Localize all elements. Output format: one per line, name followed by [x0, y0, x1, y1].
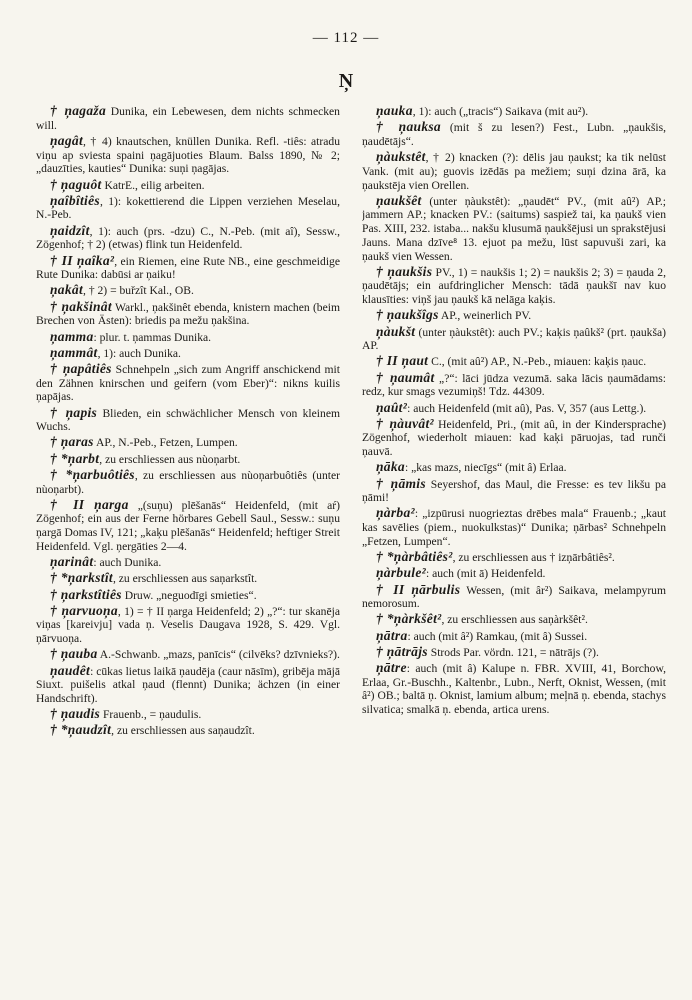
- headword: † ņapâtiês: [50, 360, 112, 376]
- dictionary-entry: ņàukšt (unter ņàukstêt): auch PV.; kaķis ņaûkš² (prt. ņaukša) AP.: [362, 323, 666, 353]
- dictionary-entry: † ņāmis Seyershof, das Maul, die Fresse: es tev likšu pa ņāmi!: [362, 475, 666, 505]
- headword: † ņauba: [50, 646, 98, 662]
- dictionary-entry: † ņarvuoņa, 1) = † II ņarga Heidenfeld; 2) „?“: tur skanēja viņas [kareivju] vada ņ. Veselis Daugava 1928, S. 429. Vgl. ņārvuoņa.: [36, 602, 340, 646]
- headword: ņammât: [50, 344, 98, 360]
- headword: † ņarvuoņa: [50, 602, 118, 618]
- dictionary-entry: † ņapis Blieden, ein schwächlicher Mensch von kleinem Wuchs.: [36, 404, 340, 434]
- headword: ņarinât: [50, 554, 94, 570]
- dictionary-entry: † ņaguôt KatrE., eilig arbeiten.: [50, 176, 205, 192]
- dictionary-entry: † II ņarga „(suņu) plēšanās“ Heidenfeld, (mit aŕ) Zögenhof; ein aus der Ferne hörbares Gebell Saul., Sessw.: suņu ņargā Domas IV, 121; „kaķu plēšanās“ Heidenfeld; heftiger Streit Heidenfeld. Vgl. ņergāties 2—4.: [36, 496, 340, 553]
- headword: † ņaguôt: [50, 176, 102, 192]
- headword: † ņaukšîgs: [376, 307, 439, 323]
- dictionary-entry: † ņagaža Dunika, ein Lebewesen, dem nichts schmecken will.: [36, 104, 340, 132]
- dictionary-entry: † II ņārbulis Wessen, (mit âr²) Saikava, melampyrum nemorosum.: [362, 581, 666, 611]
- headword: † *ņaudzît: [50, 722, 112, 738]
- headword: ņàrba²: [376, 505, 415, 521]
- headword: ņaukšêt: [376, 192, 422, 208]
- dictionary-entry: † *ņarkstît, zu erschliessen aus saņarkstît.: [50, 570, 258, 586]
- headword: † ņagaža: [50, 104, 107, 118]
- dictionary-entry: † ņaras AP., N.-Peb., Fetzen, Lumpen.: [50, 434, 238, 450]
- dictionary-entry: † ņarkstîtiês Druw. „neguodīgi smieties“.: [50, 586, 257, 602]
- headword: ņàukstêt: [376, 149, 426, 165]
- headword: ņamma: [50, 328, 94, 344]
- headword: † *ņàrkšêt²: [376, 611, 442, 627]
- right-column: [362, 104, 666, 984]
- dictionary-entry: † *ņàrbâtiês², zu erschliessen aus † izņārbâtiês².: [376, 549, 615, 565]
- headword: ņāka: [376, 459, 405, 475]
- headword: † II ņārbulis: [376, 581, 461, 597]
- headword: † ņaukšis: [376, 263, 433, 279]
- headword: † ņaumât: [376, 369, 435, 385]
- dictionary-entry: † *ņarbuôtiês, zu erschliessen aus nùoņarbuôtiês (unter nùoņarbt).: [36, 466, 340, 496]
- dictionary-entry: † ņaudis Frauenb., = ņaudulis.: [50, 706, 202, 722]
- dictionary-entry: † *ņarbt, zu erschliessen aus nùoņarbt.: [50, 450, 241, 466]
- dictionary-entry: † *ņaudzît, zu erschliessen aus saņaudzît.: [50, 722, 255, 738]
- headword: † *ņarbt: [50, 450, 100, 466]
- dictionary-entry: † II ņaut C., (mit aû²) AP., N.-Peb., miauen: kaķis ņauc.: [376, 353, 647, 369]
- headword: † ņaudis: [50, 706, 101, 722]
- dictionary-entry: † ņaumât „?“: lāci jūdza vezumā. saka lācis ņaumādams: redz, kur smags vezumiņš! Tdz. 44309.: [362, 369, 666, 399]
- headword: † ņakšinât: [50, 298, 112, 314]
- headword: ņaudêt: [50, 662, 91, 678]
- headword: † ņāmis: [376, 475, 426, 491]
- dictionary-entry: ņarinât: auch Dunika.: [50, 554, 162, 570]
- headword: ņakât: [50, 282, 84, 298]
- headword: † ņātrājs: [376, 643, 428, 659]
- headword: ņātre: [376, 660, 407, 676]
- dictionary-entry: ņàrbule²: auch (mit ā) Heidenfeld.: [376, 565, 546, 581]
- dictionary-entry: † ņauksa (mit š zu lesen?) Fest., Lubn. „ņaukšis, ņaudētājs“.: [362, 119, 666, 148]
- dictionary-entry: ņauka, 1): auch („tracis“) Saikava (mit au²).: [376, 104, 589, 118]
- headword: ņātra: [376, 627, 408, 643]
- dictionary-entry: † ņapâtiês Schnehpeln „sich zum Angriff anschickend mit den Zähnen knirschen und geifern (vom Eber)“: nikns kuilis ņapājas.: [36, 360, 340, 404]
- headword: ņaidzît: [50, 222, 90, 238]
- headword: ņagât: [50, 132, 84, 148]
- page-number: — 112 —: [312, 30, 380, 46]
- dictionary-entry: ņàrba²: „izpūrusi nuogrieztas drēbes mala“ Frauenb.; „kaut kas savēlies (piem., nuokulkstas)“ Dunika; ņārbas² Schnehpeln „Fetzen, Lumpen“.: [362, 505, 666, 548]
- dictionary-entry: † ņātrājs Strods Par. vördn. 121, = nātrājs (?).: [376, 643, 599, 659]
- dictionary-entry: † *ņàrkšêt², zu erschliessen aus saņàrkšêt².: [376, 611, 588, 627]
- headword: † ņauksa: [376, 119, 441, 135]
- dictionary-entry: ņamma: plur. t. ņammas Dunika.: [50, 328, 212, 344]
- headword: ņaîbîtiês: [50, 192, 100, 208]
- dictionary-entry: ņaidzît, 1): auch (prs. -dzu) C., N.-Peb. (mit aî), Sessw., Zögenhof; † 2) (etwas) flink tun Heidenfeld.: [36, 222, 340, 252]
- dictionary-entry: ņammât, 1): auch Dunika.: [50, 344, 181, 360]
- dictionary-entry: ņaîbîtiês, 1): kokettierend die Lippen verziehen Meselau, N.-Peb.: [36, 192, 340, 222]
- headword: † *ņàrbâtiês²: [376, 549, 453, 565]
- dictionary-entry: ņaudêt: cūkas lietus laikā ņaudēja (caur nāsīm), gribēja mājā Siuxt. puišelis atkal ņaud (flennt) Dunika; ächzen (in einer Handschrift).: [36, 662, 340, 705]
- headword: ņàrbule²: [376, 565, 426, 581]
- headword: † II ņarga: [50, 496, 129, 512]
- dictionary-entry: † II ņaîka², ein Riemen, eine Rute NB., eine geschmeidige Rute Dunika: dabūsi ar ņaiku!: [36, 252, 340, 282]
- dictionary-entry: ņàukstêt, † 2) knacken (?): dēlis jau ņaukst; ka tik nelūst Vank. (mit au); guovis izēdās pa mežiem; suņi dzina ārā, ka ņaukstēja vien Orellen.: [362, 149, 666, 192]
- headword: † ņarkstîtiês: [50, 586, 122, 602]
- dictionary-entry: ņaût²: auch Heidenfeld (mit aû), Pas. V, 357 (aus Lettg.).: [376, 399, 647, 415]
- headword: † II ņaîka²: [50, 252, 115, 268]
- dictionary-entry: ņātre: auch (mit â) Kalupe n. FBR. XVIII, 41, Borchow, Erlaa, Gr.-Buschh., Kaltenbr., Lubn., Nerft, Oknist, Wessen, (mit â²) OB.; baltā ņ. Oknist, lamium album; meļnā ņ. ebenda, stachys silvatica; smalkā ņ. ebenda, artica urens.: [362, 660, 666, 717]
- headword: † ņapis: [50, 404, 98, 420]
- dictionary-entry: ņagât, † 4) knautschen, knüllen Dunika. Refl. -tiês: atradu viņu ap sviesta spaini ņagājuoties Blaum. Balss 1890, № 2; „dauzīties, kauties“ Dunika: suņi ņagājas.: [36, 132, 340, 176]
- headword: † *ņarbuôtiês: [50, 466, 135, 482]
- headword: † ņaras: [50, 434, 94, 450]
- dictionary-entry: ņātra: auch (mit â²) Ramkau, (mit â) Sussei.: [376, 627, 588, 643]
- dictionary-entry: † ņakšinât Warkl., ņakšinêt ebenda, knistern machen (beim Brechen von Ästen): briedis pa mežu ņakšina.: [36, 298, 340, 328]
- dictionary-entry: ņakât, † 2) = buřzît Kal., OB.: [50, 282, 194, 298]
- headword: ņàukšt: [376, 323, 416, 339]
- headword: † II ņaut: [376, 353, 429, 369]
- dictionary-entry: ņāka: „kas mazs, niecīgs“ (mit â) Erlaa.: [376, 459, 567, 475]
- headword: † ņàuvât²: [376, 415, 434, 431]
- dictionary-entry: ņaukšêt (unter ņàukstêt): „ņaudēt“ PV., (mit aû²) AP.; jammern AP.; knacken PV.: (saitums) saspiež tai, ka ņaukš vien Pas. XIII, 232. istaba... nakšu klusumā ņaukšējusi un sprakstējusi Jauns. Mana dzīve⁸ 13. ejuot pa mežu, lūst sapuvuši zari, ka ņaukš vien Wessen.: [362, 192, 666, 263]
- dictionary-entry: † ņauba A.-Schwanb. „mazs, panīcis“ (cilvēks? dzīvnieks?).: [50, 646, 340, 662]
- left-column: [36, 104, 340, 984]
- dictionary-entry: † ņaukšis PV., 1) = naukšis 1; 2) = naukšis 2; 3) = ņauda 2, ņaudētājs; ein aufdringlicher Mensch: tādā ņaukšī nav kuo klausīties: viņš jau ņaukš kā nelāga kaķis.: [362, 263, 666, 307]
- dictionary-entry: † ņaukšîgs AP., weinerlich PV.: [376, 307, 532, 323]
- dictionary-entry: † ņàuvât² Heidenfeld, Pri., (mit aû, in der Kindersprache) Zögenhof, wiederholt miauen: kad kaķi pāruojas, tad runči ņauvā.: [362, 415, 666, 459]
- headword: ņaût²: [376, 399, 408, 415]
- headword: ņauka: [376, 104, 413, 118]
- section-letter: Ņ: [338, 70, 354, 92]
- headword: † *ņarkstît: [50, 570, 113, 586]
